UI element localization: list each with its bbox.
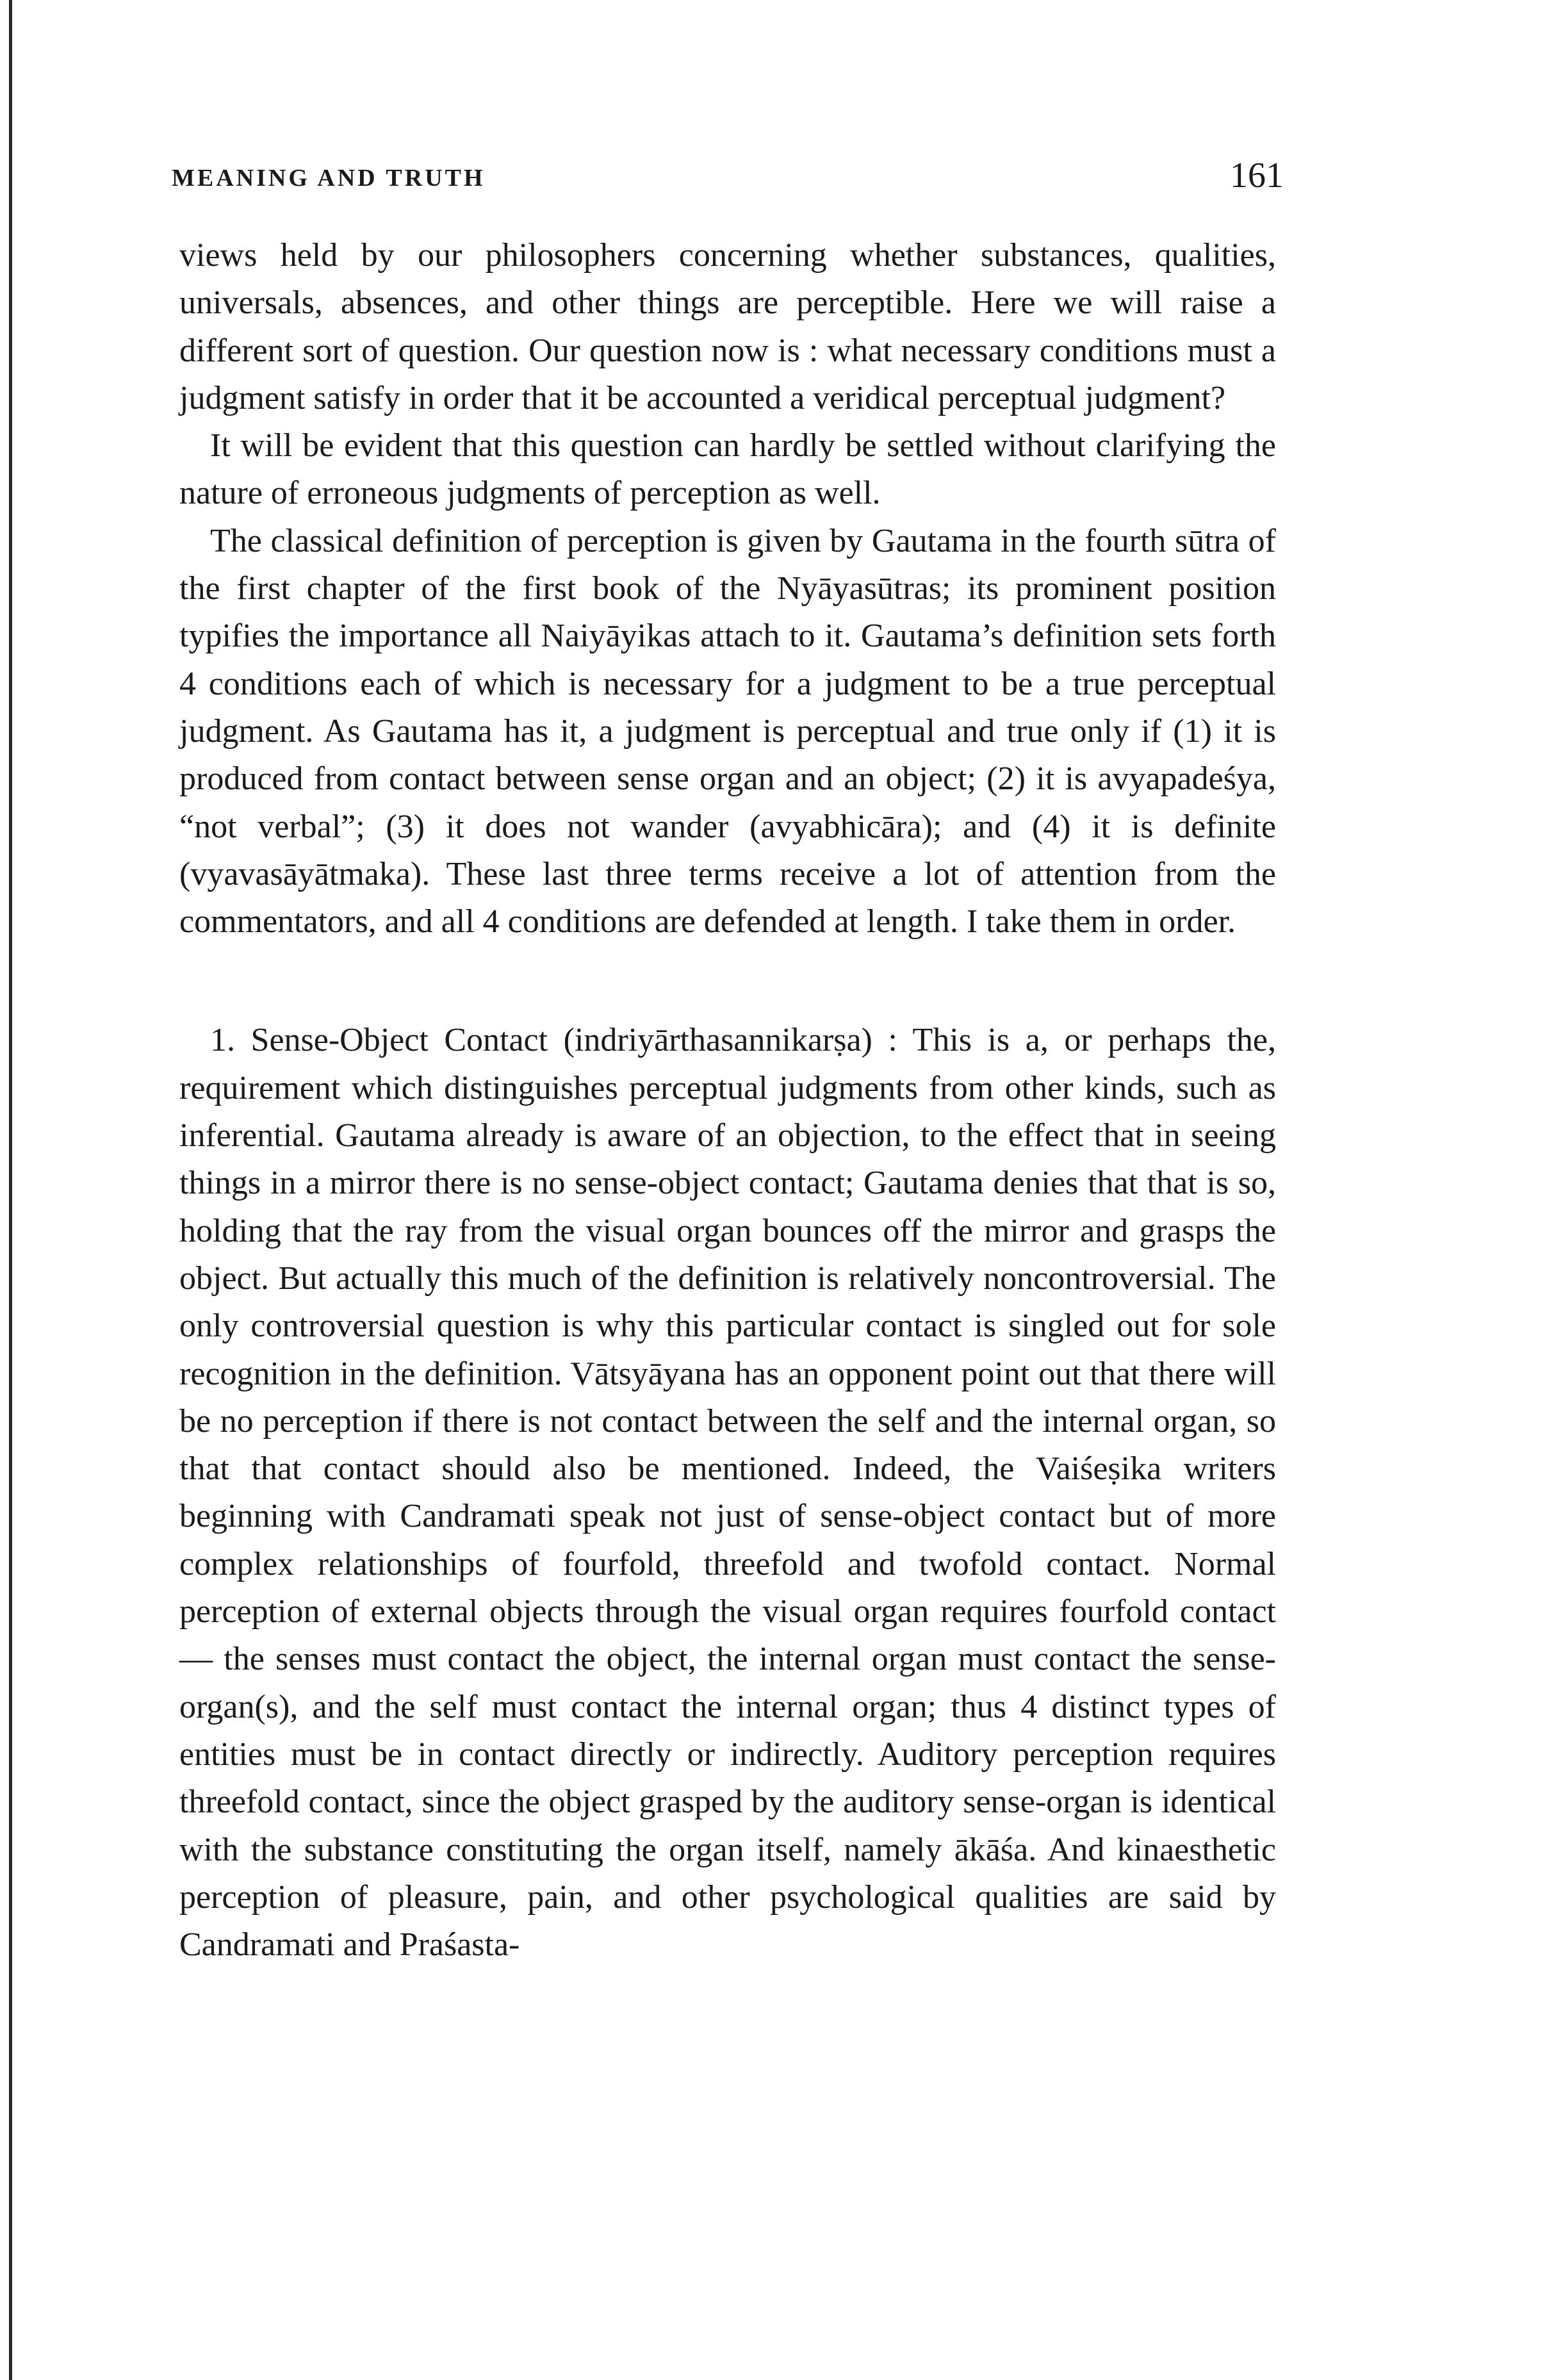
body-text <box>179 232 1276 1969</box>
page-header <box>172 155 1284 200</box>
paragraph-erroneous-judgments: It will be evident that this question can hardly be settled without clarifying the nature of erroneous judgments of perception as well. <box>179 427 1276 512</box>
scan-edge-line <box>9 0 12 2380</box>
paragraph-sense-object-contact: 1. Sense-Object Contact (indriyārthasannikarṣa) : This is a, or perhaps the, requirement which distinguishes perceptual judgments from other kinds, such as inferential. Gautama already is aware of an objection, to the effect that in seeing things in a mirror there is no sense-object contact; Gautama denies that that is so, holding that the ray from the visual organ bounces off the mirror and grasps the object. But actually this much of the definition is relatively noncontroversial. The only controversial question is why this particular contact is singled out for sole recognition in the definition. Vātsyāyana has an opponent point out that there will be no perception if there is not contact between the self and the internal organ, so that that contact should also be mentioned. Indeed, the Vaiśeṣika writers beginning with Candramati speak not just of sense-object contact but of more complex relationships of fourfold, threefold and twofold contact. Normal perception of external objects through the visual organ requires fourfold contact — the senses must contact the object, the internal organ must contact the sense-organ(s), and the self must contact the internal organ; thus 4 distinct types of entities must be in contact directly or indirectly. Auditory perception requires threefold contact, since the object grasped by the auditory sense-organ is identical with the substance constituting the organ itself, namely ākāśa. And kinaesthetic perception of pleasure, pain, and other psychological qualities are said by Candramati and Praśasta- <box>179 1022 1276 1964</box>
running-head: MEANING AND TRUTH <box>172 165 486 192</box>
page-number: 161 <box>1230 156 1284 195</box>
paragraph-continuation: views held by our philosophers concerning whether substances, qualities, universals, absences, and other things are perceptible. Here we will raise a different sort of question. Our question now is : what necessary conditions must a judgment satisfy in order that it be accounted a veridical perceptual judgment? <box>179 237 1276 416</box>
paragraph-classical-definition: The classical definition of perception is given by Gautama in the fourth sūtra of the first chapter of the first book of the Nyāyasūtras; its prominent position typifies the importance all Naiyāyikas attach to it. Gautama’s definition sets forth 4 conditions each of which is necessary for a judgment to be a true perceptual judgment. As Gautama has it, a judgment is perceptual and true only if (1) it is produced from contact between sense organ and an object; (2) it is avyapadeśya, “not verbal”; (3) it does not wander (avyabhicāra); and (4) it is definite (vyavasāyātmaka). These last three terms receive a lot of attention from the commentators, and all 4 conditions are defended at length. I take them in order. <box>179 522 1276 940</box>
